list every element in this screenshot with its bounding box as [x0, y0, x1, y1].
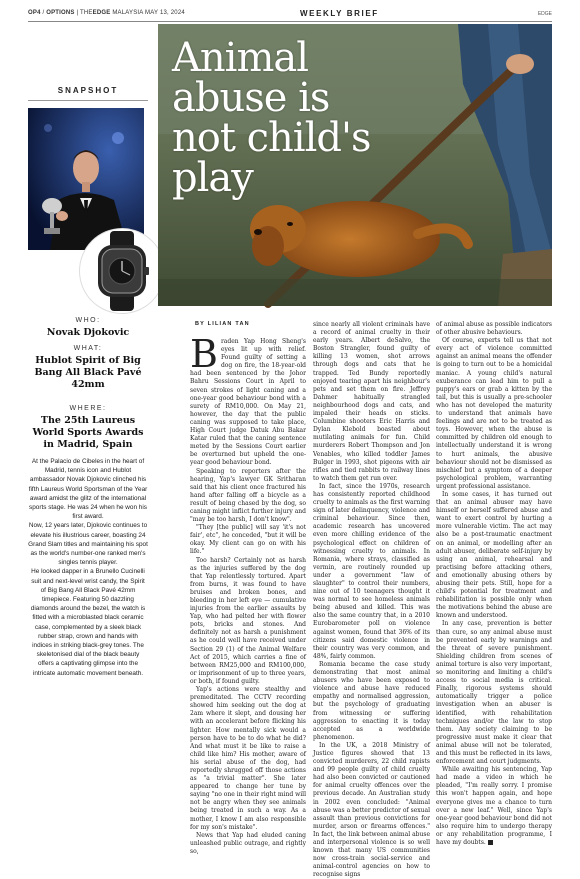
snapshot-paragraph: He looked dapper in a Brunello Cucinelli suit and next-level wrist candy, the Spirit of Big Bang All Black Pavé 42mm timepiece. Featuring 50 dazzling diamonds around the bezel, the watch is fitted with a microblasted black ceramic case, complemented by a sleek black rubber strap, crown and hands with indices in striking black-grey tones. The skeletonised dial of the black beauty offers a captivating glimpse into the intricate automatic movement beneath.: [30, 568, 146, 677]
article-paragraph: Speaking to reporters after the hearing, Yap's lawyer GK Sritharan said that his client once fractured his hand after falling off a bicycle as a result of being chased by the dog, so caning might inflict further injury and "may be too harsh, I don't know".: [190, 467, 306, 524]
header-right-mark: EDGE: [537, 11, 552, 17]
page-header: [0, 0, 580, 22]
publication-suffix: MALAYSIA: [112, 10, 144, 16]
end-mark-icon: [488, 840, 493, 845]
article-paragraph: In the UK, a 2018 Ministry of Justice figures showed that 13 convicted murderers, 22 child rapists and 99 people guilty of child cruelty had also been convicted or cautioned for animal cruelty offences over the previous decade. An Australian study in 2002 even concluded: "Animal abuse was a better predictor of sexual assault than previous convictions for murder, arson or firearms offences." In fact, the link between animal abuse and interpersonal violence is so well known that many US communities now cross-train social-service and animal-control agencies on how to recognise signs: [313, 741, 430, 879]
snapshot-paragraph: At the Palacio de Cibeles in the heart of Madrid, tennis icon and Hublot ambassador Novak Djokovic clinched his fifth Laureus World Sportsman of the Year award amidst the glitz of the international sports stage. He was 24 when he won his first award.: [28, 458, 148, 521]
header-rule: [28, 21, 552, 22]
what-label: WHAT:: [73, 345, 103, 352]
article-paragraph: While awaiting his sentencing, Yap had made a video in which he pleaded, "I'm really sorry. I promise this won't happen again, and hope everyone gives me a chance to turn over a new leaf." Well, since Yap's one-year good behaviour bond did not also require him to undergo therapy or any rehabilitation programme, I have my doubts.: [436, 766, 553, 846]
article-paragraph: since nearly all violent criminals have a record of animal cruelty in their early years. Albert deSalvo, the Boston Strangler, found guilty of killing 13 women, shot arrows through dogs and cats that he trapped. Ted Bundy reportedly enjoyed tearing apart his neighbour's pets and set them on fire. Jeffrey Dahmer habitually strangled neighbourhood dogs and cats, and impaled their heads on sticks. Columbine shooters Eric Harris and Dylan Klebold boasted about mutilating animals for fun. Child murderers Robert Thompson and Jon Venables, who killed toddler James Bulger in 1993, shot pigeons with air rifles and tied rabbits to railway lines to watch them get run over.: [313, 321, 430, 482]
section-name: OPTIONS: [46, 10, 75, 16]
article-paragraph: Romania became the case study demonstrating that most animal abusers who have been exposed to violence and abuse have reduced empathy and normalised aggression, but the psychology of graduating from witnessing or suffering aggression to enacting it is today accepted as a worldwide phenomenon.: [313, 660, 430, 741]
snapshot-rule: [28, 100, 148, 101]
article-headline: Animal abuse is not child's play: [172, 35, 371, 201]
publication-prefix: THE: [80, 10, 93, 16]
who-label: WHO:: [75, 317, 101, 324]
article-column-3: [436, 321, 553, 846]
article-column-1: [190, 332, 306, 855]
article-paragraph: News that Yap had eluded caning unleashed public outrage, and rightly so,: [190, 831, 306, 855]
article-paragraph: Braden Yap Hong Sheng's eyes lit up with relief. Found guilty of setting a dog on fire, the 18-year-old had been sentenced by the Johor Bahru Sessions Court in April to seven strokes of light caning and a one-year good behaviour bond with a surety of RM10,000. On May 21, however, the day that the public caning was supposed to take place, High Court judge Datuk Abu Bakar Katar ruled that the caning sentence meted by the Sessions Court earlier be overturned but upheld the one-year good behaviour bond.: [190, 332, 306, 467]
publication-name: EDGE: [92, 10, 111, 16]
snapshot-body: [28, 457, 148, 678]
article-paragraph: Too harsh? Certainly not as harsh as the injuries suffered by the dog that Yap relentlessly tortured. Apart from burns, it was found to have bruises and broken bones, and bleeding in her left eye — cumulative injuries from the earlier assaults by Yap, who had pelted her with flower pots, bricks and stones. And definitely not as harsh a punishment as he could well have received under Section 29 (1) of the Animal Welfare Act of 2015, which carries a fine of between RM25,000 and RM100,000, or imprisonment of up to three years, or both, if found guilty.: [190, 556, 306, 685]
watch-icon: [80, 229, 164, 313]
snapshot-sidebar: [28, 24, 148, 794]
hero-image: [158, 24, 552, 306]
article-column-2: [313, 321, 430, 879]
article-paragraph: Yap's actions were stealthy and premeditated. The CCTV recording showed him seeking out the dog at 2am where it slept, and dousing her with an accelerant before flicking his lighter. How mentally sick would a person have to be to do what he did? And what must it be like to raise a child like him? His mother, aware of his serial abuse of the dog, had reportedly shrugged off those actions as "a trivial matter". She later appeared to change her tune by saying "no one in their right mind will not be angry when they see animals being treated in such a way. As a mother, I know I am also responsible for my son's mistake".: [190, 686, 306, 831]
snapshot-heading: SNAPSHOT: [57, 86, 119, 95]
where-value: The 25th Laureus World Sports Awards in Madrid, Spain: [32, 415, 144, 450]
drop-cap: B: [190, 332, 218, 376]
page-number: OP4: [28, 10, 41, 16]
article-paragraph: "They [the public] will say 'it's not fair', etc", he conceded, "but it will be okay. My client can go on with his life.": [190, 524, 306, 556]
article-byline: BY LILIAN TAN: [195, 321, 250, 327]
what-value: Hublot Spirit of Big Bang All Black Pavé 42mm: [34, 355, 142, 390]
article-paragraph: Of course, experts tell us that not every act of violence committed against an animal means the offender is going to turn out to be a homicidal maniac. A young child's natural exuberance can lead him to pull a puppy's ears or grab a kitten by the tail, but this is usually a pre-schooler who has not developed the maturity to understand that animals have feelings and are not to be treated as toys. However, when the abuse is committed by children old enough to intellectually understand it is wrong to hurt animals, the abusive behaviour should not be dismissed as mischief but a symptom of a deeper psychological problem, warranting urgent professional assistance.: [436, 337, 552, 490]
article-paragraph: In some cases, it has turned out that an animal abuser may have himself or herself suffered abuse and want to exert control by hurting a more vulnerable victim. The act may also be a post-traumatic enactment on an animal, or modelling after an adult abuser, deliberate self-injury by using an animal, rehearsal and practising before attacking others, and emotionally abusing others by abusing their pets. Still, hope for a child's potential for treatment and rehabilitation is possible only when the motivations behind the abuse are known and understood.: [436, 490, 552, 620]
article-paragraph: In fact, since the 1970s, research has consistently reported childhood cruelty to animals as the first warning sign of later delinquency, violence and criminal behaviour. Since then, academic research has uncovered even more chilling evidence of the psychological effect on children of witnessing cruelty to animals. In Romania, where strays, classified as vermin, are routinely rounded up under a government "law of slaughter" to control their numbers, nine out of 10 teenagers thought it was normal to see homeless animals being abused and killed. This was also the same country that, in a 2010 Eurobarometer poll on violence against women, found that 36% of its citizens said domestic violence in their country was very common, and 48%, fairly common.: [313, 482, 430, 660]
hublot-watch-image: [80, 229, 164, 313]
who-value: Novak Djokovic: [46, 327, 130, 338]
where-label: WHERE:: [69, 405, 107, 412]
header-left: OP4 / OPTIONS | THEEDGE MALAYSIA MAY 13, 2024: [28, 10, 185, 16]
section-title: WEEKLY BRIEF: [300, 9, 379, 18]
snapshot-paragraph: Now, 12 years later, Djokovic continues to elevate his illustrious career, boasting 24 Grand Slam titles and maintaining his spot as the world's number-one ranked men's singles tennis player.: [28, 522, 148, 567]
issue-date: MAY 13, 2024: [145, 10, 185, 16]
article-paragraph: In any case, prevention is better than cure, so any animal abuse must be prevented early by warnings and the threat of severe punishment. Shielding children from scenes of animal torture is also very important, so monitoring and limiting a child's access to social media is critical. Finally, rigorous systems should automatically trigger a police investigation when an abuser is identified, with rehabilitation techniques and/or the law to stop them. Any society claiming to be progressive must make it clear that animal abuse will not be tolerated, and this must be reflected in its laws, enforcement and court judgments.: [436, 620, 552, 766]
article-paragraph: of animal abuse as possible indicators of other abusive behaviours.: [436, 321, 552, 337]
